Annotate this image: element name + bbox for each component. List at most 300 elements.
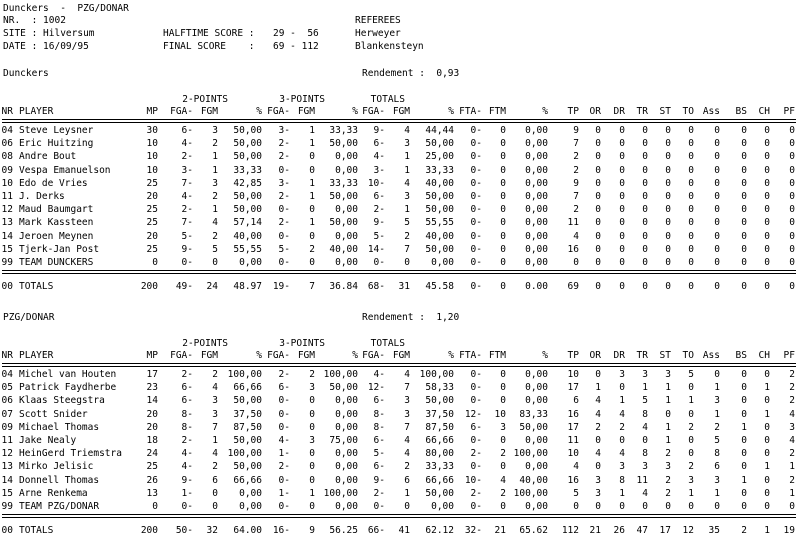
totals-tp: 69 [567,281,579,292]
cell-fga: 12- [367,382,385,393]
cell-pct: 50,00 [425,488,454,499]
cell-ftm: 0 [500,395,506,406]
cell-pct: 50,00 [329,217,358,228]
cell-pf: 0 [789,231,795,242]
cell-nr: 08 [1,151,13,162]
cell-ch: 1 [764,409,770,420]
cell-to: 0 [688,217,694,228]
cell-ass: 0 [714,217,720,228]
cell-tp: 11 [567,435,579,446]
totals-bs: 2 [741,525,747,536]
cell-fgm: 3 [404,138,410,149]
cell-fgm: 0 [212,257,218,268]
column-header-ass: Ass [702,350,720,361]
totals-dr: 0 [619,281,625,292]
cell-fga: 6- [373,461,385,472]
totals-pf: 19 [783,525,795,536]
cell-pct: 0,00 [239,488,262,499]
column-header-fgm: FGM [392,106,410,117]
cell-tp: 16 [567,409,579,420]
cell-fga: 7- [181,178,193,189]
cell-fgm: 2 [212,369,218,380]
cell-dr: 0 [619,138,625,149]
cell-fgm: 0 [309,395,315,406]
cell-pct: 0,00 [335,448,358,459]
cell-bs: 0 [741,125,747,136]
cell-pct: 50,00 [233,435,262,446]
column-header-nr: NR [1,106,13,117]
cell-fga: 0- [278,501,290,512]
column-header-pct: % [542,350,548,361]
cell-tr: 0 [642,231,648,242]
cell-pct: 55,55 [233,244,262,255]
cell-pct: 40,00 [329,244,358,255]
cell-fgm: 1 [309,138,315,149]
cell-pct: 50,00 [329,138,358,149]
team-name: Dunckers [3,68,49,79]
cell-pct: 100,00 [419,369,454,380]
cell-pct: 75,00 [329,435,358,446]
cell-fta: 0- [470,178,482,189]
cell-fga: 2- [278,217,290,228]
cell-to: 0 [688,125,694,136]
cell-tr: 0 [642,125,648,136]
cell-fgm: 0 [309,501,315,512]
totals-pct: 36.84 [329,281,358,292]
cell-or: 4 [595,395,601,406]
cell-pct: 42,85 [233,178,262,189]
cell-tp: 4 [573,461,579,472]
cell-mp: 0 [152,501,158,512]
cell-nr: 09 [1,422,13,433]
cell-fgm: 0 [309,409,315,420]
cell-nr: 15 [1,244,13,255]
cell-ftm: 0 [500,461,506,472]
cell-st: 0 [665,165,671,176]
cell-pct: 40,00 [425,231,454,242]
cell-pct: 0,00 [335,257,358,268]
cell-ftm: 0 [500,204,506,215]
totals-to: 12 [682,525,694,536]
totals-fga: 66- [367,525,385,536]
final-label: FINAL SCORE : [163,41,255,52]
cell-mp: 24 [146,448,158,459]
cell-bs: 0 [741,382,747,393]
cell-fga: 3- [278,125,290,136]
cell-ftm: 3 [500,422,506,433]
cell-ch: 0 [764,448,770,459]
cell-fgm: 0 [309,204,315,215]
cell-fga: 2- [181,151,193,162]
totals-tr: 47 [636,525,648,536]
cell-fga: 4- [373,369,385,380]
column-header-st: ST [659,106,671,117]
cell-fga: 9- [181,475,193,486]
cell-bs: 0 [741,217,747,228]
cell-dr: 2 [619,422,625,433]
cell-or: 0 [595,204,601,215]
cell-st: 0 [665,409,671,420]
cell-fgm: 0 [309,461,315,472]
cell-fga: 0- [278,231,290,242]
totals-pct: 56.25 [329,525,358,536]
totals-player: TOTALS [19,525,54,536]
cell-pct: 100,00 [513,488,548,499]
cell-dr: 0 [619,217,625,228]
cell-bs: 1 [741,475,747,486]
cell-fga: 5- [373,231,385,242]
totals-ass: 35 [708,525,720,536]
column-header-fgm: FGM [297,106,315,117]
cell-ass: 0 [714,231,720,242]
cell-ch: 1 [764,382,770,393]
column-header-fga: FGA- [267,350,290,361]
cell-to: 0 [688,191,694,202]
cell-ftm: 0 [500,138,506,149]
cell-dr: 8 [619,475,625,486]
cell-or: 0 [595,178,601,189]
cell-ass: 5 [714,435,720,446]
cell-ass: 1 [714,488,720,499]
cell-pct: 100,00 [323,369,358,380]
column-header-nr: NR [1,350,13,361]
cell-nr: 12 [1,204,13,215]
totals-st: 0 [665,281,671,292]
column-header-ass: Ass [702,106,720,117]
cell-mp: 18 [146,435,158,446]
cell-player: Mirko Jelisic [19,461,94,472]
cell-ass: 3 [714,475,720,486]
totals-fga: 16- [272,525,290,536]
cell-dr: 3 [619,461,625,472]
cell-st: 0 [665,244,671,255]
totals-fgm: 9 [309,525,315,536]
cell-to: 0 [688,257,694,268]
cell-pct: 50,00 [425,191,454,202]
cell-pct: 33,33 [329,178,358,189]
cell-tp: 10 [567,448,579,459]
cell-ftm: 0 [500,501,506,512]
cell-ftm: 0 [500,217,506,228]
cell-dr: 1 [619,488,625,499]
cell-tp: 4 [573,231,579,242]
cell-st: 0 [665,501,671,512]
totals-pct: 64.00 [233,525,262,536]
halftime-label: HALFTIME SCORE : [163,28,255,39]
cell-tp: 9 [573,178,579,189]
cell-fga: 1- [181,488,193,499]
cell-fga: 0- [278,395,290,406]
cell-ftm: 0 [500,435,506,446]
cell-fgm: 4 [404,448,410,459]
cell-tr: 0 [642,244,648,255]
column-header-fga: FGA- [362,106,385,117]
cell-fga: 5- [181,231,193,242]
cell-to: 5 [688,369,694,380]
cell-tp: 17 [567,382,579,393]
cell-nr: 07 [1,409,13,420]
cell-ftm: 0 [500,151,506,162]
cell-ch: 0 [764,488,770,499]
cell-fga: 5- [278,244,290,255]
cell-nr: 99 [1,257,13,268]
cell-ch: 1 [764,461,770,472]
cell-fgm: 1 [212,165,218,176]
cell-fgm: 1 [309,178,315,189]
cell-to: 3 [688,475,694,486]
cell-bs: 0 [741,138,747,149]
cell-or: 0 [595,369,601,380]
cell-pct: 66,66 [233,382,262,393]
cell-st: 0 [665,178,671,189]
cell-st: 2 [665,488,671,499]
cell-pct: 66,66 [425,435,454,446]
cell-fgm: 2 [309,369,315,380]
cell-fga: 2- [278,138,290,149]
cell-fga: 2- [373,488,385,499]
cell-pct: 0,00 [525,501,548,512]
cell-fga: 0- [278,257,290,268]
cell-tp: 2 [573,204,579,215]
cell-fgm: 3 [404,409,410,420]
cell-fgm: 4 [404,125,410,136]
cell-fta: 0- [470,217,482,228]
header-rule [2,363,796,367]
cell-fta: 0- [470,138,482,149]
cell-fgm: 0 [309,231,315,242]
cell-fga: 0- [373,257,385,268]
column-header-pct: % [256,106,262,117]
cell-to: 0 [688,409,694,420]
column-header-pct: % [448,350,454,361]
cell-bs: 0 [741,244,747,255]
cell-tp: 0 [573,501,579,512]
cell-fgm: 3 [212,395,218,406]
cell-ch: 0 [764,475,770,486]
cell-bs: 0 [741,231,747,242]
cell-fgm: 0 [309,448,315,459]
cell-fgm: 4 [212,448,218,459]
cell-fga: 9- [373,125,385,136]
cell-pct: 0,00 [335,461,358,472]
column-header-fta: FTA- [459,106,482,117]
cell-or: 0 [595,165,601,176]
cell-pct: 0,00 [525,461,548,472]
cell-pct: 33,33 [233,165,262,176]
cell-player: Patrick Faydherbe [19,382,117,393]
column-header-player: PLAYER [19,106,54,117]
cell-fga: 4- [181,138,193,149]
cell-mp: 25 [146,178,158,189]
cell-nr: 11 [1,191,13,202]
cell-mp: 23 [146,382,158,393]
totals-tp: 112 [561,525,579,536]
cell-bs: 0 [741,395,747,406]
totals-player: TOTALS [19,281,54,292]
cell-or: 0 [595,231,601,242]
cell-to: 0 [688,244,694,255]
cell-ftm: 0 [500,382,506,393]
cell-tp: 7 [573,191,579,202]
cell-or: 0 [595,461,601,472]
cell-tr: 0 [642,191,648,202]
cell-fga: 8- [181,422,193,433]
cell-dr: 0 [619,125,625,136]
cell-fgm: 1 [309,125,315,136]
cell-mp: 10 [146,151,158,162]
column-header-dr: DR [613,350,625,361]
cell-tp: 10 [567,369,579,380]
cell-fga: 3- [373,165,385,176]
column-group-3p: 3-POINTS [279,338,325,349]
cell-nr: 04 [1,369,13,380]
cell-fgm: 0 [212,501,218,512]
cell-nr: 14 [1,231,13,242]
cell-pct: 0,00 [525,231,548,242]
column-header-fga: FGA- [267,106,290,117]
cell-fta: 0- [470,165,482,176]
cell-dr: 0 [619,191,625,202]
cell-ch: 0 [764,231,770,242]
cell-tp: 9 [573,125,579,136]
cell-player: Steve Leysner [19,125,94,136]
column-header-pct: % [256,350,262,361]
cell-ftm: 4 [500,475,506,486]
cell-fga: 3- [278,178,290,189]
cell-ass: 8 [714,448,720,459]
cell-pct: 58,33 [425,382,454,393]
column-header-bs: BS [735,350,747,361]
cell-mp: 0 [152,257,158,268]
cell-tr: 0 [642,217,648,228]
cell-pct: 50,00 [425,138,454,149]
totals-fgm: 32 [206,525,218,536]
cell-tr: 0 [642,138,648,149]
totals-fgm: 41 [398,525,410,536]
column-group-2p: 2-POINTS [182,338,228,349]
cell-player: Arne Renkema [19,488,88,499]
cell-pf: 0 [789,165,795,176]
column-header-mp: MP [146,350,158,361]
cell-player: Andre Bout [19,151,77,162]
cell-player: Donnell Thomas [19,475,100,486]
cell-to: 0 [688,151,694,162]
cell-pct: 0,00 [335,204,358,215]
cell-player: HeinGerd Triemstra [19,448,122,459]
cell-st: 0 [665,257,671,268]
cell-st: 0 [665,231,671,242]
cell-fgm: 1 [404,165,410,176]
totals-nr: 00 [1,525,13,536]
totals-fta: 0- [470,281,482,292]
cell-or: 0 [595,244,601,255]
cell-ass: 1 [714,409,720,420]
cell-fgm: 3 [212,178,218,189]
cell-player: Mark Kassteen [19,217,94,228]
cell-fgm: 3 [309,435,315,446]
cell-fga: 1- [278,448,290,459]
cell-mp: 20 [146,231,158,242]
cell-tp: 0 [573,257,579,268]
cell-or: 0 [595,138,601,149]
cell-tp: 16 [567,244,579,255]
cell-pf: 0 [789,204,795,215]
cell-tp: 5 [573,488,579,499]
cell-pct: 0,00 [335,395,358,406]
cell-bs: 0 [741,461,747,472]
cell-fgm: 1 [404,204,410,215]
cell-pct: 44,44 [425,125,454,136]
cell-ass: 0 [714,501,720,512]
cell-tp: 6 [573,395,579,406]
cell-mp: 25 [146,217,158,228]
cell-bs: 0 [741,257,747,268]
cell-fta: 0- [470,501,482,512]
column-header-tp: TP [567,106,579,117]
cell-fga: 6- [373,191,385,202]
cell-fta: 0- [470,461,482,472]
cell-fta: 0- [470,395,482,406]
cell-fgm: 2 [212,191,218,202]
cell-to: 0 [688,178,694,189]
cell-dr: 0 [619,178,625,189]
cell-fgm: 2 [309,244,315,255]
cell-pf: 2 [789,448,795,459]
cell-tr: 8 [642,409,648,420]
cell-tp: 2 [573,165,579,176]
column-header-fga: FGA- [170,350,193,361]
cell-dr: 0 [619,244,625,255]
cell-ch: 0 [764,257,770,268]
column-header-player: PLAYER [19,350,54,361]
cell-ch: 0 [764,138,770,149]
cell-ass: 0 [714,369,720,380]
cell-bs: 0 [741,369,747,380]
cell-pct: 50,00 [233,138,262,149]
cell-mp: 20 [146,409,158,420]
cell-bs: 0 [741,191,747,202]
game-site: SITE : Hilversum [3,28,95,39]
cell-player: J. Derks [19,191,65,202]
cell-fga: 6- [278,382,290,393]
cell-st: 0 [665,204,671,215]
cell-to: 0 [688,435,694,446]
column-header-or: OR [589,106,601,117]
column-header-ch: CH [758,106,770,117]
cell-pf: 2 [789,395,795,406]
cell-dr: 0 [619,231,625,242]
cell-pct: 83,33 [519,409,548,420]
totals-fta: 32- [464,525,482,536]
cell-fgm: 0 [212,488,218,499]
cell-fgm: 2 [404,461,410,472]
cell-ch: 0 [764,151,770,162]
column-header-fgm: FGM [200,106,218,117]
cell-mp: 10 [146,165,158,176]
cell-st: 2 [665,475,671,486]
cell-or: 0 [595,125,601,136]
cell-fga: 5- [373,448,385,459]
totals-dr: 26 [613,525,625,536]
cell-fgm: 6 [212,475,218,486]
column-group-3p: 3-POINTS [279,94,325,105]
cell-to: 0 [688,165,694,176]
totals-ftm: 0 [500,281,506,292]
cell-dr: 1 [619,395,625,406]
cell-ftm: 10 [494,409,506,420]
cell-fga: 7- [181,217,193,228]
cell-pct: 66,66 [425,475,454,486]
